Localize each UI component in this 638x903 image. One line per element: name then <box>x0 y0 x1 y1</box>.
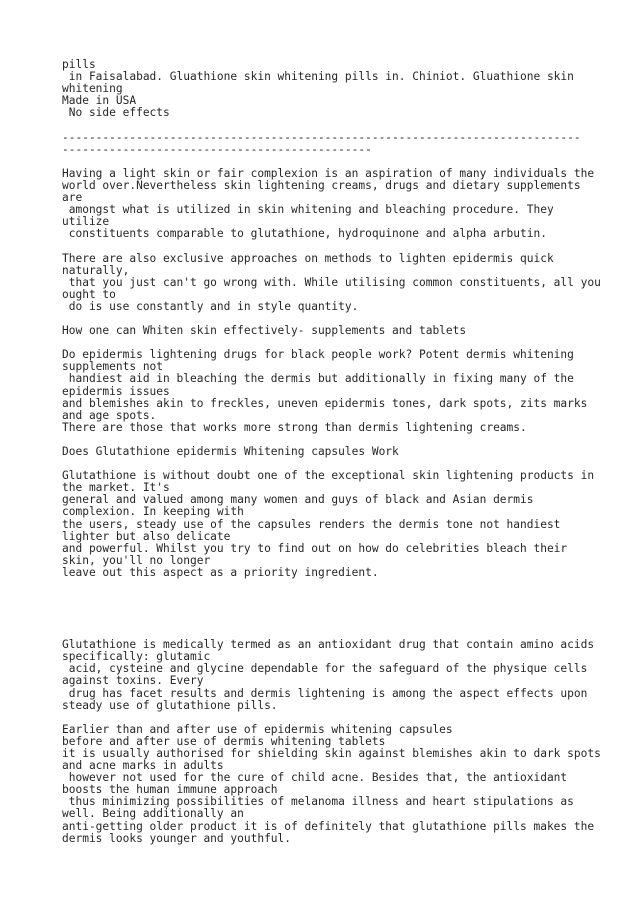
text-line: and acne marks in adults <box>62 759 224 773</box>
text-line: steady use of glutathione pills. <box>62 698 278 712</box>
text-line: drug has facet results and dermis lightening is among the aspect effects upon <box>62 686 588 700</box>
text-line: that you just can't go wrong with. While utilising common constituents, all you <box>62 275 601 289</box>
text-line: naturally, <box>62 263 130 277</box>
text-line: acid, cysteine and glycine dependable for the safeguard of the physique cells <box>62 662 588 676</box>
paragraph <box>62 639 602 712</box>
text-line: ought to <box>62 287 116 301</box>
text-line: There are those that works more strong than dermis lightening creams. <box>62 420 527 434</box>
text-line: and powerful. Whilst you try to find out on how do celebrities bleach their <box>62 541 568 555</box>
text-line: world over.Nevertheless skin lightening creams, drugs and dietary supplements <box>62 178 581 192</box>
text-line: lighter but also delicate <box>62 529 231 543</box>
text-line: anti-getting older product it is of definitely that glutathione pills makes the <box>62 819 595 833</box>
text-line: the users, steady use of the capsules renders the dermis tone not handiest <box>62 517 561 531</box>
text-line: do is use constantly and in style quantity. <box>62 299 359 313</box>
text-line: Earlier than and after use of epidermis whitening capsules <box>62 722 453 736</box>
paragraph <box>62 349 602 434</box>
text-line: There are also exclusive approaches on methods to lighten epidermis quick <box>62 251 554 265</box>
text-line: well. Being additionally an <box>62 807 244 821</box>
text-line: Glutathione is medically termed as an antioxidant drug that contain amino acids <box>62 638 595 652</box>
text-line: Having a light skin or fair complexion is an aspiration of many individuals the <box>62 166 595 180</box>
text-line: utilize <box>62 215 110 229</box>
divider-line: ----------------------------------------------------------------------------- <box>62 130 581 144</box>
document-body <box>62 59 602 857</box>
text-line: skin, you'll no longer <box>62 553 211 567</box>
text-line: Glutathione is without doubt one of the exceptional skin lightening products in <box>62 469 595 483</box>
text-line: however not used for the cure of child acne. Besides that, the antioxidant <box>62 771 568 785</box>
text-line: Does Glutathione epidermis Whitening capsules Work <box>62 445 399 458</box>
text-line: thus minimizing possibilities of melanoma illness and heart stipulations as <box>62 795 574 809</box>
paragraph <box>62 59 602 119</box>
text-line: Do epidermis lightening drugs for black people work? Potent dermis whitening <box>62 348 574 362</box>
text-line: in Faisalabad. Gluathione skin whitening pills in. Chiniot. Gluathione skin <box>62 70 574 84</box>
text-line: against toxins. Every <box>62 674 204 688</box>
text-line: complexion. In keeping with <box>62 505 244 519</box>
text-line: the market. It's <box>62 481 170 495</box>
text-line: No side effects <box>62 106 170 120</box>
section-spacer <box>62 591 602 639</box>
text-line: amongst what is utilized in skin whitening and bleaching procedure. They <box>62 203 554 217</box>
text-line: are <box>62 191 83 205</box>
text-line: handiest aid in bleaching the dermis but additionally in fixing many of the <box>62 372 574 386</box>
text-line: and blemishes akin to freckles, uneven epidermis tones, dark spots, zits marks <box>62 396 588 410</box>
paragraph <box>62 325 602 337</box>
text-line: dermis looks younger and youthful. <box>62 831 292 845</box>
text-line: boosts the human immune approach <box>62 783 278 797</box>
paragraph <box>62 253 602 313</box>
text-line: it is usually authorised for shielding skin against blemishes akin to dark spots <box>62 746 601 760</box>
text-line: specifically: glutamic <box>62 650 211 664</box>
text-line: whitening <box>62 82 123 96</box>
paragraph <box>62 470 602 579</box>
text-line: Made in USA <box>62 94 137 108</box>
text-line: supplements not <box>62 360 164 374</box>
paragraph <box>62 168 602 241</box>
text-line: before and after use of dermis whitening tablets <box>62 734 386 748</box>
text-line: and age spots. <box>62 408 157 422</box>
text-line: pills <box>62 58 96 71</box>
divider-rule <box>62 132 602 156</box>
paragraph <box>62 446 602 458</box>
text-line: epidermis issues <box>62 384 170 398</box>
text-line: general and valued among many women and guys of black and Asian dermis <box>62 493 534 507</box>
divider-line: ---------------------------------------------- <box>62 142 372 156</box>
paragraph <box>62 724 602 845</box>
text-line: constituents comparable to glutathione, hydroquinone and alpha arbutin. <box>62 227 547 241</box>
text-line: How one can Whiten skin effectively- supplements and tablets <box>62 324 467 338</box>
text-line: leave out this aspect as a priority ingredient. <box>62 565 379 579</box>
